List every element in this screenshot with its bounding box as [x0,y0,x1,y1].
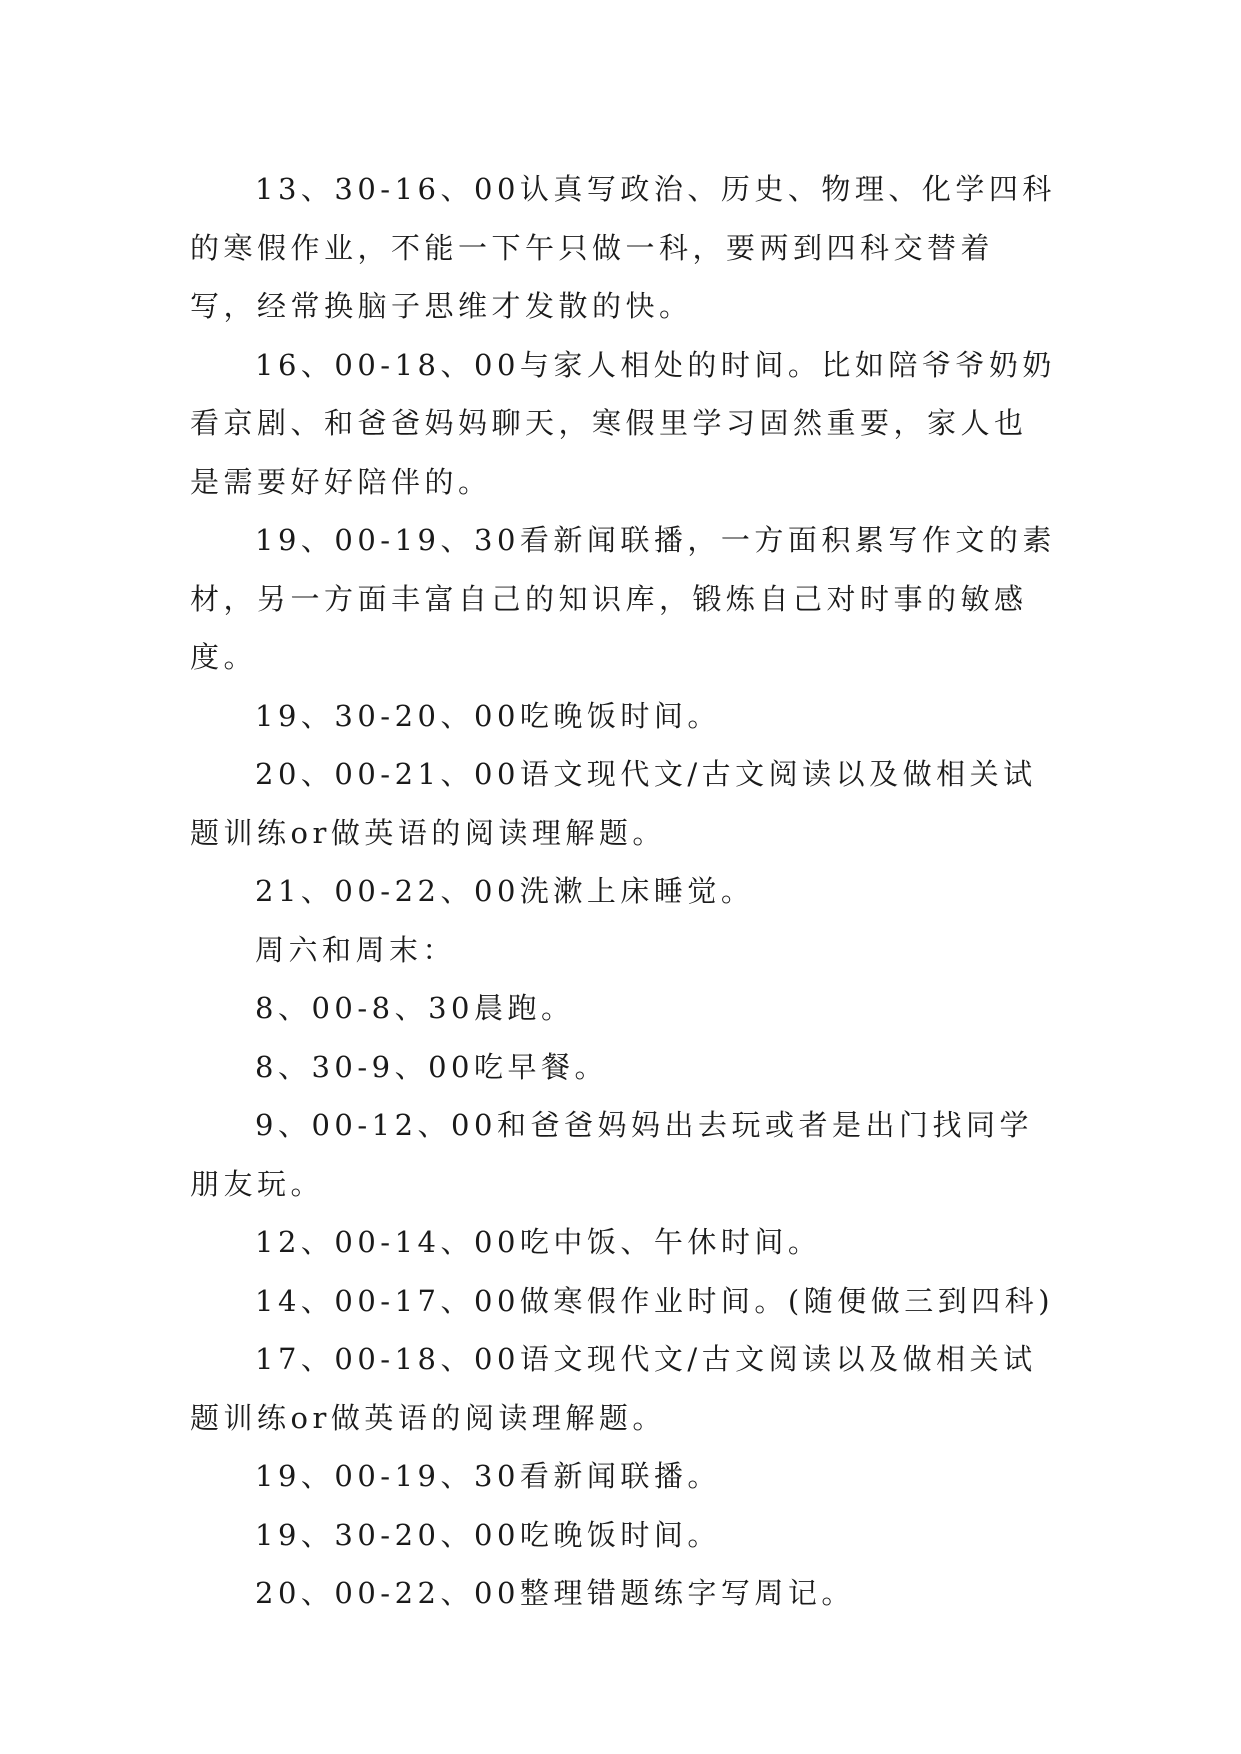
paragraph: 9、00-12、00和爸爸妈妈出去玩或者是出门找同学朋友玩。 [190,1108,1033,1201]
document-body [190,160,1060,1623]
paragraph: 20、00-22、00整理错题练字写周记。 [255,1576,855,1610]
paragraph: 16、00-18、00与家人相处的时间。比如陪爷爷奶奶看京剧、和爸爸妈妈聊天，寒假里学习固然重要，家人也是需要好好陪伴的。 [190,347,1056,499]
paragraph: 19、30-20、00吃晚饭时间。 [255,1517,721,1552]
section-heading: 周六和周末： [255,932,457,967]
paragraph: 19、00-19、30看新闻联播，一方面积累写作文的素材，另一方面丰富自己的知识库，锻炼自己对时事的敏感度。 [190,523,1056,674]
paragraph: 20、00-21、00语文现代文/古文阅读以及做相关试题训练or做英语的阅读理解题。 [190,757,1037,850]
paragraph: 19、00-19、30看新闻联播。 [255,1459,721,1493]
paragraph: 8、30-9、00吃早餐。 [255,1049,609,1084]
paragraph: 12、00-14、00吃中饭、午休时间。 [255,1225,822,1259]
paragraph: 8、00-8、30晨跑。 [255,991,575,1025]
paragraph: 14、00-17、00做寒假作业时间。(随便做三到四科) [255,1283,1055,1318]
paragraph: 17、00-18、00语文现代文/古文阅读以及做相关试题训练or做英语的阅读理解题。 [190,1342,1037,1435]
paragraph: 13、30-16、00认真写政治、历史、物理、化学四科的寒假作业，不能一下午只做一科，要两到四科交替着写，经常换脑子思维才发散的快。 [190,172,1056,323]
paragraph: 21、00-22、00洗漱上床睡觉。 [255,874,755,908]
paragraph: 19、30-20、00吃晚饭时间。 [255,698,721,733]
